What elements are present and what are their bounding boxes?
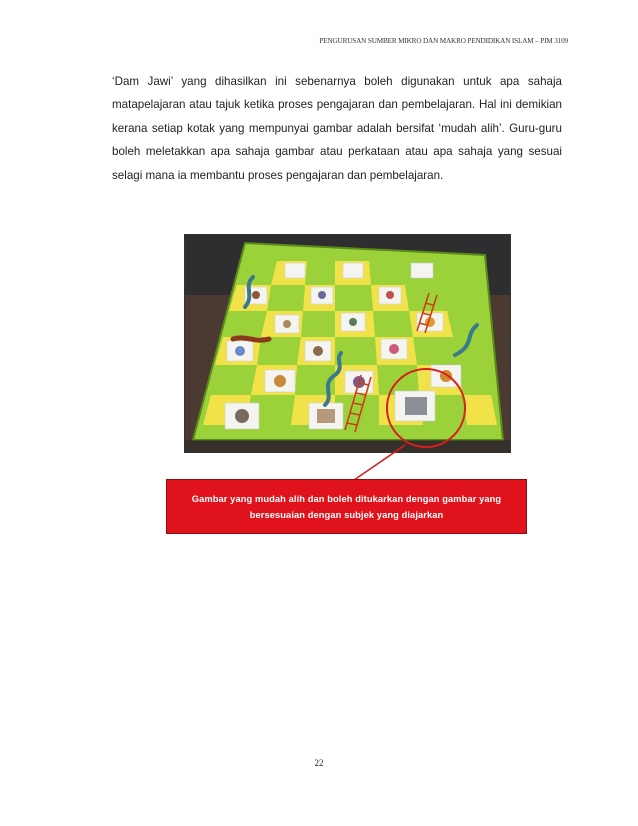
running-header: PENGURUSAN SUMBER MIKRO DAN MAKRO PENDIDIKAN ISLAM – PIM 3109 bbox=[319, 37, 568, 45]
body-paragraph-block bbox=[112, 70, 562, 187]
caption-box bbox=[166, 479, 527, 534]
caption-line-2: bersesuaian dengan subjek yang diajarkan bbox=[249, 509, 444, 520]
callout-circle bbox=[386, 368, 466, 448]
caption-line-1: Gambar yang mudah alih dan boleh ditukarkan dengan gambar yang bbox=[191, 493, 502, 504]
page-number: 22 bbox=[314, 758, 324, 768]
body-paragraph: ‘Dam Jawi’ yang dihasilkan ini sebenarnya boleh digunakan untuk apa sahaja matapelajaran atau tajuk ketika proses pengajaran dan pembelajaran. Hal ini demikian kerana setiap kotak yang mempunyai gambar adalah bersifat ‘mudah alih’. Guru-guru boleh meletakkan apa sahaja gambar atau perkataan atau apa sahaja yang sesuai selagi mana ia membantu proses pengajaran dan pembelajaran. bbox=[112, 75, 562, 182]
